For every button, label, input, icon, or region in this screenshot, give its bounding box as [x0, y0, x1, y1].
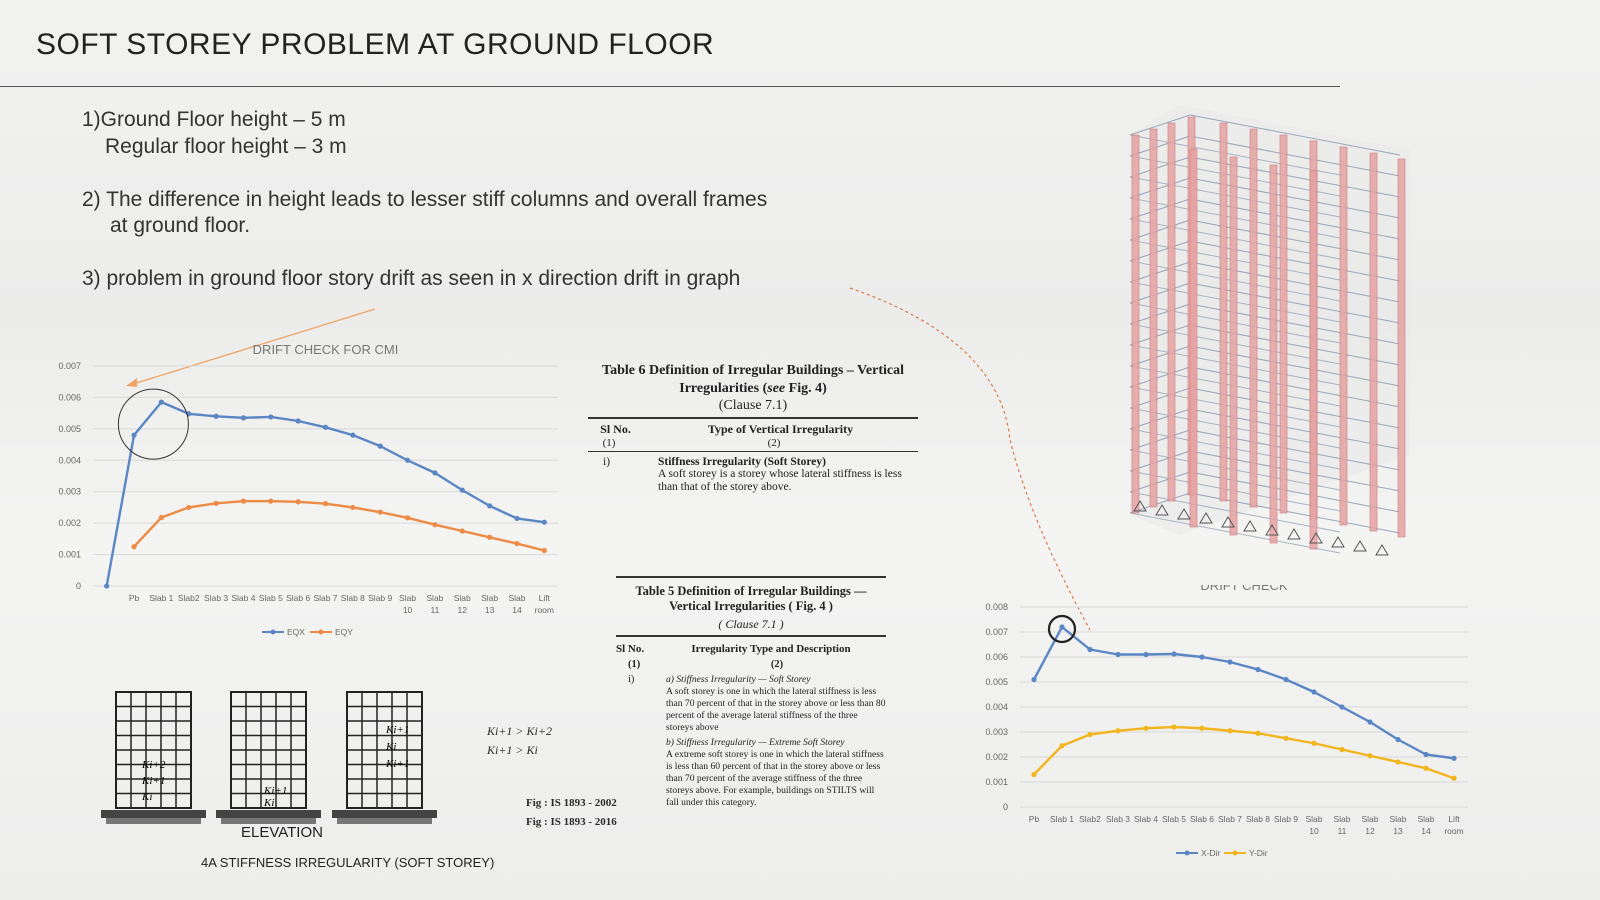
building-3-ground: [337, 818, 432, 824]
chart1-legend-label: EQY: [335, 627, 353, 637]
model-column: [1250, 129, 1257, 507]
table5-a-title: a) Stiffness Irregularity — Soft Storey: [666, 674, 811, 685]
model-column: [1230, 157, 1237, 535]
chart1-point: [241, 499, 246, 504]
table5-b-text: A extreme soft storey is one in which the lateral stiffness is less than 60 percent of that in the storey above or less than 70 percent of the average stiffness of the three storeys above. For example, buildings on STILTS will fall under this category.: [666, 749, 884, 808]
chart2-legend-marker: [1185, 851, 1190, 856]
model-column: [1310, 171, 1317, 549]
chart2-xtick: 10: [1309, 826, 1319, 836]
chart2-point: [1311, 689, 1316, 694]
chart2-xtick: Slab: [1361, 814, 1379, 824]
drift-check-svg: [980, 585, 1510, 885]
table6-col2-num: (2): [767, 437, 781, 449]
chart1-point: [296, 418, 301, 423]
chart1-point: [241, 415, 246, 420]
chart1-xtick: Slab2: [177, 593, 200, 603]
chart2-xtick: Slab2: [1079, 814, 1101, 824]
chart1-point: [296, 499, 301, 504]
chart1-point: [378, 444, 383, 449]
chart2-point: [1115, 728, 1120, 733]
building-frame: [1130, 105, 1410, 555]
chart1-point: [350, 505, 355, 510]
chart2-xtick: Pb: [1028, 814, 1040, 824]
chart2-point: [1059, 743, 1064, 748]
chart1-xtick: 10: [402, 605, 413, 615]
chart2-point: [1227, 728, 1232, 733]
chart2-xtick: Slab: [1333, 814, 1351, 824]
chart2-ytick: 0.001: [985, 777, 1008, 787]
building-2-foundation: [216, 810, 321, 818]
chart2-point: [1367, 719, 1372, 724]
chart1-point: [323, 501, 328, 506]
fig-ref-2002: Fig : IS 1893 - 2002: [526, 797, 617, 809]
model-column: [1280, 135, 1287, 513]
table5-row-no: i): [628, 674, 635, 685]
chart1-point: [542, 520, 547, 525]
k-label-i1-a: Ki+1: [142, 775, 166, 787]
chart2-xtick: Slab: [1417, 814, 1435, 824]
k-label-i1-d: Ki+1: [386, 758, 410, 770]
chart2-ytick: 0.005: [985, 677, 1008, 687]
chart2-ytick: 0.007: [985, 627, 1008, 637]
chart2-xtick: Slab 4: [1133, 814, 1159, 824]
model-column: [1220, 123, 1227, 501]
k-label-i2-a: Ki+2: [142, 759, 166, 771]
chart1-legend-marker: [271, 630, 276, 635]
chart1-point: [159, 515, 164, 520]
model-column: [1190, 149, 1197, 527]
chart1-xtick: Slab 4: [231, 593, 256, 603]
elevation-diagram: [98, 688, 458, 838]
chart2-xtick: room: [1444, 826, 1464, 836]
chart2-point: [1171, 724, 1176, 729]
chart2-xtick: 12: [1365, 826, 1375, 836]
chart2-point: [1283, 736, 1288, 741]
chart2-legend-marker: [1233, 851, 1238, 856]
table5-b-title: b) Stiffness Irregularity — Extreme Soft Storey: [666, 737, 845, 748]
chart1-point: [432, 470, 437, 475]
chart2-xtick: Slab 8: [1245, 814, 1271, 824]
page-title: SOFT STOREY PROBLEM AT GROUND FLOOR: [36, 28, 715, 61]
chart1-point: [350, 433, 355, 438]
chart1-point: [542, 548, 547, 553]
chart2-xtick: Slab 3: [1105, 814, 1131, 824]
chart2-point: [1031, 772, 1036, 777]
table5-col2-num: (2): [770, 659, 784, 670]
table6-row-title: Stiffness Irregularity (Soft Storey): [658, 456, 826, 468]
chart1-xtick: 12: [457, 605, 467, 615]
model-support: [1354, 541, 1366, 551]
table5-title2: Vertical Irregularities ( Fig. 4 ): [669, 599, 833, 613]
k-label-i1-b: Ki+1: [264, 785, 288, 797]
building-1-ground: [106, 818, 201, 824]
chart1-point: [514, 541, 519, 546]
chart1-xtick: Slab 7: [313, 593, 338, 603]
building-3d-model: [1120, 95, 1440, 575]
chart1-xtick: Slab: [426, 593, 444, 603]
table5-row: [616, 674, 886, 809]
chart2-legend-label: X-Dir: [1201, 848, 1221, 858]
point-1b: Regular floor height – 3 m: [105, 135, 347, 158]
chart2-point: [1283, 677, 1288, 682]
chart2-point: [1451, 776, 1456, 781]
chart2-title: DRIFT CHECK: [1200, 585, 1288, 593]
point-3: 3) problem in ground floor story drift as seen in x direction drift in graph: [82, 267, 741, 290]
chart1-point: [104, 583, 109, 588]
model-column: [1168, 123, 1175, 501]
k-expression-2: Ki+1 > Ki: [487, 743, 538, 757]
building-3-foundation: [332, 810, 437, 818]
chart1-xtick: Slab 1: [149, 593, 174, 603]
elevation-label: ELEVATION: [241, 824, 323, 841]
table6-row: [588, 456, 918, 494]
table6-col2: Type of Vertical Irregularity: [707, 422, 854, 436]
chart2-point: [1423, 766, 1428, 771]
chart2-xtick: 11: [1337, 826, 1347, 836]
chart1-point: [323, 425, 328, 430]
chart2-ytick: 0.002: [985, 752, 1008, 762]
chart1-xtick: 14: [512, 605, 522, 615]
model-column: [1340, 147, 1347, 525]
k-label-i1-c: Ki+1: [386, 724, 410, 736]
chart1-xtick: Slab 9: [368, 593, 393, 603]
chart1-ytick: 0.006: [58, 392, 81, 403]
model-support: [1376, 545, 1388, 555]
chart2-xtick: Lift: [1448, 814, 1460, 824]
chart2-point: [1395, 759, 1400, 764]
chart2-point: [1087, 647, 1092, 652]
chart1-point: [460, 528, 465, 533]
table6-row-text: A soft storey is a storey whose lateral stiffness is less than that of the storey above.: [658, 468, 902, 493]
chart1-xtick: Slab 5: [258, 593, 283, 603]
chart1-series-eqy-line: [134, 501, 544, 550]
chart1-point: [268, 499, 273, 504]
table6-header: [588, 422, 918, 437]
chart1-xtick: Slab: [481, 593, 499, 603]
table5-a-text: A soft storey is one in which the lateral stiffness is less than 70 percent of that in the storey above or less than 80 percent of the average lateral stiffness of the three storeys above: [666, 686, 886, 733]
model-support: [1244, 521, 1256, 531]
point-2b: at ground floor.: [110, 214, 251, 237]
chart1-xtick: Slab: [399, 593, 417, 603]
model-column: [1150, 129, 1157, 507]
chart1-legend-label: EQX: [287, 627, 305, 637]
drift-check-cmi-svg: [40, 340, 580, 660]
chart1-xtick: Pb: [128, 593, 140, 603]
chart1-ytick: 0.007: [58, 361, 81, 371]
chart1-point: [405, 515, 410, 520]
chart1-point: [460, 488, 465, 493]
chart1-title: DRIFT CHECK FOR CMI: [252, 342, 399, 357]
chart2-xtick: Slab 1: [1049, 814, 1075, 824]
table-6: [588, 362, 918, 494]
k-label-i-b: Ki: [264, 797, 275, 809]
chart2-point: [1227, 659, 1232, 664]
chart1-point: [268, 414, 273, 419]
chart2-point: [1311, 741, 1316, 746]
chart1-xtick: 13: [484, 605, 495, 615]
chart1-ytick: 0.002: [58, 518, 81, 529]
chart1-xtick: Slab 3: [204, 593, 229, 603]
chart1-xtick: Slab: [508, 593, 526, 603]
chart2-xtick: Slab: [1389, 814, 1407, 824]
chart1-xtick: 11: [430, 605, 440, 615]
model-support: [1332, 537, 1344, 547]
fig-ref-2016: Fig : IS 1893 - 2016: [526, 816, 617, 828]
chart1-ytick: 0.003: [58, 486, 81, 497]
chart1-point: [514, 516, 519, 521]
chart2-ytick: 0: [1002, 802, 1008, 812]
chart2-point: [1451, 756, 1456, 761]
chart2-point: [1031, 677, 1036, 682]
chart2-xtick: 13: [1393, 826, 1403, 836]
chart2-point: [1255, 667, 1260, 672]
elevation-caption: 4A STIFFNESS IRREGULARITY (SOFT STOREY): [201, 855, 495, 870]
chart1-xtick: room: [534, 605, 555, 615]
chart2-legend-label: Y-Dir: [1249, 848, 1268, 858]
chart2-xtick: Slab 9: [1273, 814, 1299, 824]
k-label-i-c: Ki: [386, 741, 397, 753]
chart1-point: [378, 510, 383, 515]
table5-header: [616, 643, 886, 655]
model-column: [1370, 153, 1377, 531]
chart1-xtick: Slab 8: [340, 593, 365, 603]
chart2-series-x-dir-line: [1034, 627, 1454, 758]
point-2a: 2) The difference in height leads to lesser stiff columns and overall frames: [82, 188, 768, 211]
chart1-ytick: 0: [75, 581, 81, 591]
chart1-xtick: Lift: [538, 593, 550, 603]
chart1-legend-marker: [319, 630, 324, 635]
chart1-point: [213, 501, 218, 506]
chart2-ytick: 0.006: [985, 652, 1008, 662]
chart1-highlight-circle: [118, 389, 188, 459]
chart1-point: [186, 505, 191, 510]
chart2-point: [1059, 624, 1064, 629]
model-column: [1398, 159, 1405, 537]
chart1-point: [405, 458, 410, 463]
model-column: [1132, 135, 1139, 513]
chart2-point: [1143, 652, 1148, 657]
table5-title1: Table 5 Definition of Irregular Buildings —: [635, 584, 867, 598]
chart1-xtick: Slab: [453, 593, 471, 603]
chart1-point: [213, 414, 218, 419]
point-1a: 1)Ground Floor height – 5 m: [82, 108, 346, 131]
chart1-point: [131, 433, 136, 438]
chart1-ytick: 0.001: [58, 549, 81, 560]
chart2-xtick: Slab: [1305, 814, 1323, 824]
drift-check-cmi-chart: [40, 340, 580, 660]
chart2-xtick: Slab 6: [1189, 814, 1215, 824]
chart1-ytick: 0.004: [58, 455, 81, 466]
k-label-i-a: Ki: [142, 791, 153, 803]
chart1-ytick: 0.005: [58, 423, 81, 434]
chart2-point: [1199, 726, 1204, 731]
table6-row-no: i): [603, 456, 611, 468]
chart2-ytick: 0.004: [985, 702, 1008, 712]
chart2-point: [1115, 652, 1120, 657]
k-expression-1: Ki+1 > Ki+2: [487, 724, 552, 738]
chart2-point: [1087, 732, 1092, 737]
table-5: [616, 576, 886, 809]
chart2-point: [1171, 651, 1176, 656]
table6-col1-num: (1): [602, 437, 616, 449]
chart2-xtick: Slab 7: [1217, 814, 1243, 824]
table5-col1: Sl No.: [616, 643, 645, 655]
table5-col2: Irregularity Type and Description: [691, 643, 851, 655]
chart2-xtick: Slab 5: [1161, 814, 1187, 824]
chart2-point: [1143, 726, 1148, 731]
table5-col1-num: (1): [628, 659, 641, 670]
drift-check-chart: [980, 585, 1510, 885]
chart2-point: [1199, 654, 1204, 659]
chart2-xtick: 14: [1421, 826, 1431, 836]
chart2-point: [1367, 753, 1372, 758]
chart2-ytick: 0.003: [985, 727, 1008, 737]
chart1-point: [432, 522, 437, 527]
chart1-point: [159, 400, 164, 405]
chart2-point: [1395, 737, 1400, 742]
table6-clause: (Clause 7.1): [718, 398, 788, 413]
chart2-point: [1339, 704, 1344, 709]
chart2-point: [1423, 752, 1428, 757]
model-support: [1288, 529, 1300, 539]
model-column: [1270, 165, 1277, 543]
table6-title1: Table 6 Definition of Irregular Buildings – Vertical: [602, 363, 904, 378]
chart1-point: [487, 503, 492, 508]
table5-clause: ( Clause 7.1 ): [718, 617, 784, 631]
chart2-ytick: 0.008: [985, 602, 1008, 612]
table6-title2: Irregularities (see Fig. 4): [679, 381, 827, 396]
building-1-foundation: [101, 810, 206, 818]
chart2-point: [1255, 731, 1260, 736]
chart1-xtick: Slab 6: [286, 593, 311, 603]
chart1-point: [131, 544, 136, 549]
table6-col1: Sl No.: [600, 422, 631, 436]
chart2-point: [1339, 747, 1344, 752]
chart1-point: [487, 535, 492, 540]
